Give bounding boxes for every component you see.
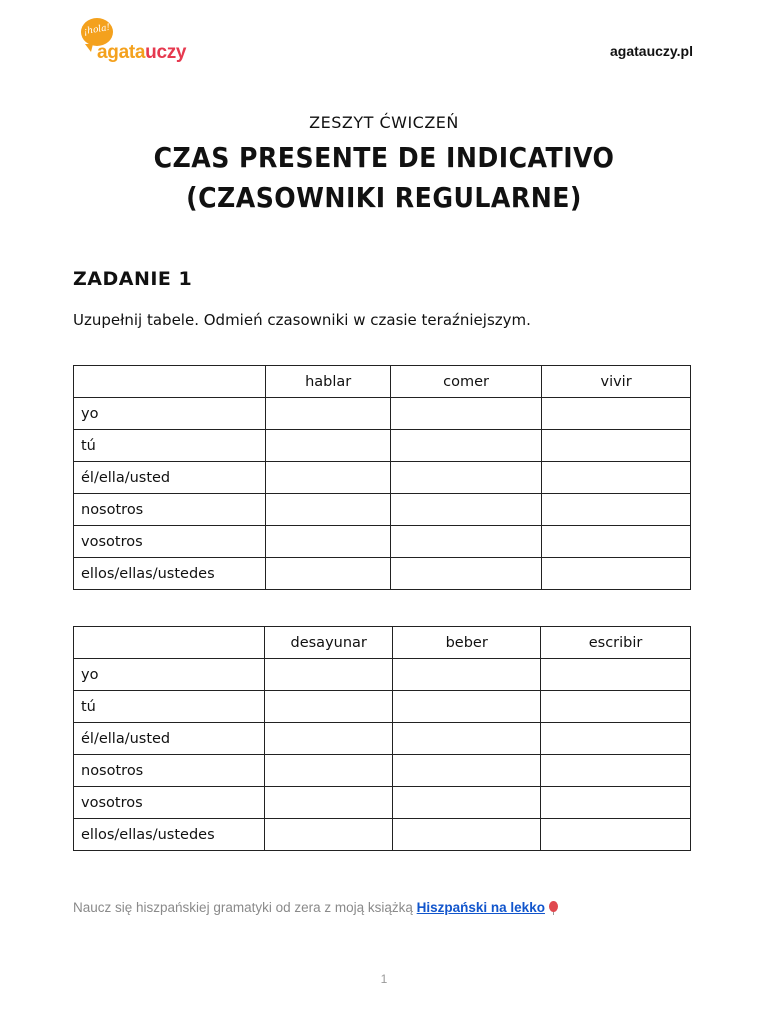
pronoun-cell: él/ella/usted <box>74 723 265 755</box>
conjugation-table-1 <box>73 365 691 590</box>
answer-cell[interactable] <box>266 494 391 526</box>
answer-cell[interactable] <box>542 462 691 494</box>
pronoun-cell: yo <box>74 398 266 430</box>
header-empty-cell <box>74 366 266 398</box>
answer-cell[interactable] <box>542 494 691 526</box>
answer-cell[interactable] <box>541 723 691 755</box>
answer-cell[interactable] <box>541 787 691 819</box>
answer-cell[interactable] <box>266 462 391 494</box>
book-link[interactable]: Hiszpański na lekko <box>416 900 545 915</box>
task-instruction: Uzupełnij tabele. Odmień czasowniki w czasie teraźniejszym. <box>73 311 531 329</box>
answer-cell[interactable] <box>265 659 393 691</box>
pronoun-cell: tú <box>74 691 265 723</box>
page-number: 1 <box>380 972 388 986</box>
table-row <box>74 526 691 558</box>
page-title-line2: (CZASOWNIKI REGULARNE) <box>186 181 582 214</box>
verb-header: comer <box>390 366 541 398</box>
answer-cell[interactable] <box>393 787 541 819</box>
footer-text: Naucz się hiszpańskiej gramatyki od zera z moją książką <box>73 900 417 915</box>
pronoun-cell: vosotros <box>74 787 265 819</box>
verb-header: vivir <box>542 366 691 398</box>
answer-cell[interactable] <box>393 691 541 723</box>
answer-cell[interactable] <box>266 558 391 590</box>
pronoun-cell: yo <box>74 659 265 691</box>
pronoun-cell: vosotros <box>74 526 266 558</box>
table-row <box>74 819 691 851</box>
table-row <box>74 755 691 787</box>
pronoun-cell: ellos/ellas/ustedes <box>74 819 265 851</box>
verb-header: escribir <box>541 627 691 659</box>
answer-cell[interactable] <box>390 526 541 558</box>
answer-cell[interactable] <box>265 787 393 819</box>
answer-cell[interactable] <box>265 691 393 723</box>
answer-cell[interactable] <box>390 398 541 430</box>
logo-wordmark <box>97 42 186 64</box>
table-row <box>74 462 691 494</box>
table-header-row <box>74 366 691 398</box>
table-row <box>74 659 691 691</box>
pronoun-cell: ellos/ellas/ustedes <box>74 558 266 590</box>
answer-cell[interactable] <box>266 398 391 430</box>
page-title <box>38 138 729 218</box>
answer-cell[interactable] <box>393 755 541 787</box>
workbook-subtitle: ZESZYT ĆWICZEŃ <box>309 113 459 132</box>
header-empty-cell <box>74 627 265 659</box>
table-row <box>74 723 691 755</box>
table-row <box>74 398 691 430</box>
verb-header: desayunar <box>265 627 393 659</box>
footer-note <box>73 900 559 915</box>
table-row <box>74 558 691 590</box>
pronoun-cell: él/ella/usted <box>74 462 266 494</box>
pronoun-cell: tú <box>74 430 266 462</box>
logo-wordmark-part2: uczy <box>145 42 187 63</box>
balloon-icon <box>548 901 559 914</box>
answer-cell[interactable] <box>390 558 541 590</box>
task-heading: ZADANIE 1 <box>73 268 193 290</box>
answer-cell[interactable] <box>542 558 691 590</box>
pronoun-cell: nosotros <box>74 755 265 787</box>
agatauczy-logo[interactable] <box>81 18 201 64</box>
table-row <box>74 430 691 462</box>
verb-header: hablar <box>266 366 391 398</box>
answer-cell[interactable] <box>541 755 691 787</box>
answer-cell[interactable] <box>541 691 691 723</box>
site-url[interactable]: agatauczy.pl <box>610 43 693 59</box>
conjugation-table-2 <box>73 626 691 851</box>
answer-cell[interactable] <box>542 398 691 430</box>
answer-cell[interactable] <box>265 819 393 851</box>
answer-cell[interactable] <box>541 659 691 691</box>
answer-cell[interactable] <box>266 526 391 558</box>
verb-header: beber <box>393 627 541 659</box>
logo-wordmark-part1: agata <box>97 42 146 63</box>
answer-cell[interactable] <box>266 430 391 462</box>
answer-cell[interactable] <box>265 755 393 787</box>
table-row <box>74 691 691 723</box>
answer-cell[interactable] <box>393 723 541 755</box>
answer-cell[interactable] <box>390 462 541 494</box>
answer-cell[interactable] <box>265 723 393 755</box>
logo-hola-text: ¡hola! <box>82 22 112 38</box>
answer-cell[interactable] <box>542 526 691 558</box>
answer-cell[interactable] <box>390 494 541 526</box>
page-title-line1: CZAS PRESENTE DE INDICATIVO <box>153 141 615 174</box>
table-row <box>74 787 691 819</box>
pronoun-cell: nosotros <box>74 494 266 526</box>
answer-cell[interactable] <box>393 819 541 851</box>
answer-cell[interactable] <box>542 430 691 462</box>
answer-cell[interactable] <box>393 659 541 691</box>
table-header-row <box>74 627 691 659</box>
answer-cell[interactable] <box>390 430 541 462</box>
answer-cell[interactable] <box>541 819 691 851</box>
table-row <box>74 494 691 526</box>
